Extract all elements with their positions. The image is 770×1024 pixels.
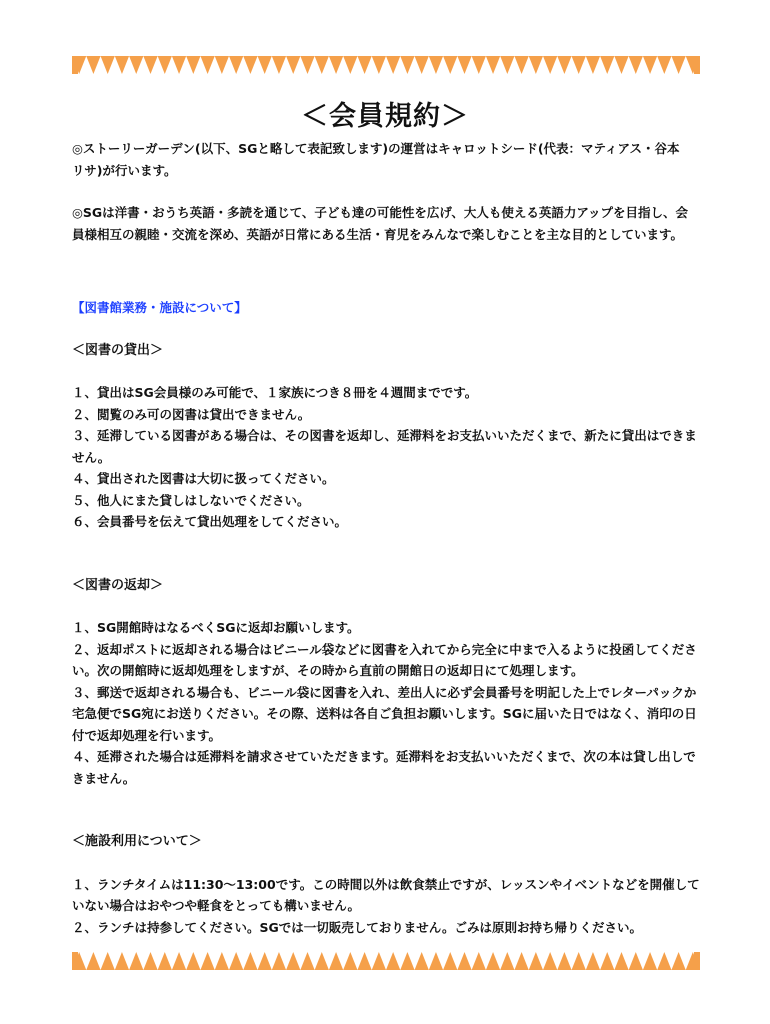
lending-rule: １、貸出はSG会員様のみ可能で、１家族につき８冊を４週間までです。 (72, 385, 478, 400)
returns-rule: ４、延滞された場合は延滞料を請求させていただきます。延滞料をお支払いいただくまで、次の本は貸し出しできません。 (72, 749, 696, 786)
returns-rule: １、SG開館時はなるべくSGに返却お願いします。 (72, 620, 360, 635)
top-triangle-border-graphic (72, 56, 700, 74)
subheading-facility: ＜施設利用について＞ (72, 834, 202, 849)
subheading-returns: ＜図書の返却＞ (72, 577, 164, 593)
border-end-cap (72, 56, 78, 74)
lending-rule: ２、閲覧のみ可の図書は貸出できません。 (72, 406, 311, 422)
facility-rule: １、ランチタイムは11:30〜13:00です。この時間以外は飲食禁止ですが、レッスンやイベントなどを開催していない場合はおやつや軽食をとっても構いません。 (72, 876, 700, 913)
bottom-triangle-border-graphic (72, 952, 700, 970)
facility-rules-list (72, 874, 700, 939)
top-decorative-border (72, 56, 700, 74)
lending-rules-list (72, 382, 700, 533)
page-title: ＜会員規約＞ (301, 101, 469, 133)
section-heading-library: 【図書館業務・施設について】 (72, 300, 247, 315)
returns-rule: ３、郵送で返却される場合も、ビニール袋に図書を入れ、差出人に必ず会員番号を明記した上でレターパックか宅急便でSG宛にお送りください。その際、送料は各自ご負担お願いします。SGに届いた日ではなく、消印の日付で返却処理を行います。 (72, 684, 697, 743)
intro-paragraph-purpose: ◎SGは洋書・おうち英語・多読を通じて、子ども達の可能性を広げ、大人も使える英語力アップを目指し、会員様相互の親睦・交流を深め、英語が日常にある生活・育児をみんなで楽しむことを主な目的としています。 (72, 205, 689, 242)
lending-rule: ６、会員番号を伝えて貸出処理をしてください。 (72, 514, 348, 529)
lending-rule: ５、他人にまた貸しはしないでください。 (72, 492, 310, 508)
bottom-decorative-border (72, 952, 700, 970)
subheading-lending: ＜図書の貸出＞ (72, 342, 164, 358)
lending-rule: ３、延滞している図書がある場合は、その図書を返却し、延滞料をお支払いいただくまで、新たに貸出はできません。 (72, 428, 697, 465)
border-end-cap (72, 952, 78, 970)
returns-rule: ２、返却ポストに返却される場合はビニール袋などに図書を入れてから完全に中まで入るように投函してください。次の開館時に返却処理をしますが、その時から直前の開館日の返却日にて処理します。 (72, 641, 697, 678)
lending-rule: ４、貸出された図書は大切に扱ってください。 (72, 471, 335, 486)
border-end-cap (694, 56, 700, 74)
intro-paragraph-operator: ◎ストーリーガーデン(以下、SGと略して表記致します)の運営はキャロットシード(代表：マティアス・谷本 リサ)が行います。 (72, 141, 693, 178)
facility-rule: ２、ランチは持参してください。SGでは一切販売しておりません。ごみは原則お持ち帰りください。 (72, 919, 643, 935)
border-end-cap (694, 952, 700, 970)
terms-content (72, 138, 700, 938)
returns-rules-list (72, 617, 700, 789)
